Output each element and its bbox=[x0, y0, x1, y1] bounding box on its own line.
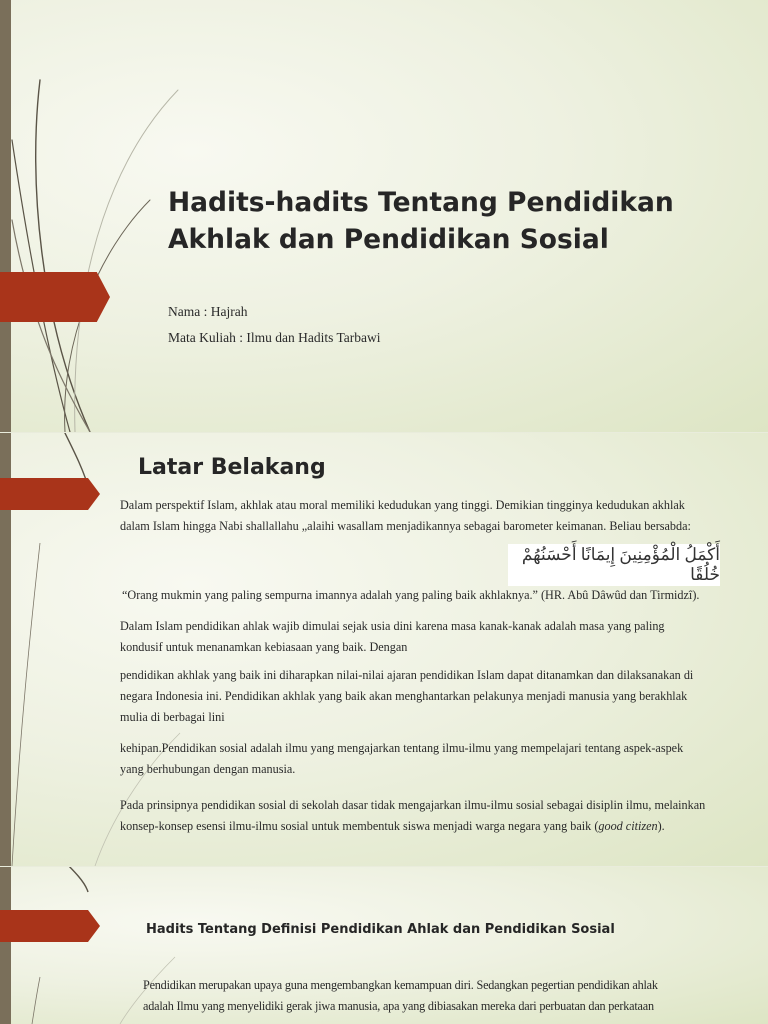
paragraph-akhlak bbox=[120, 665, 730, 728]
text-line: Pendidikan merupakan upaya guna mengembangkan kemampuan diri. Sedangkan pegertian pendidikan ahlak bbox=[143, 978, 658, 992]
text-line: dalam Islam hingga Nabi shallallahu „alaihi wasallam menjadikannya sebagai barometer keimanan. Beliau bersabda: bbox=[120, 519, 691, 533]
text-line: kondusif untuk menanamkan kebiasaan yang baik. Dengan bbox=[120, 640, 408, 654]
text-line: yang berhubungan dengan manusia. bbox=[120, 762, 296, 776]
accent-arrow bbox=[0, 910, 100, 942]
text-segment: konsep-konsep esensi ilmu-ilmu sosial untuk membentuk siswa menjadi warga negara yang baik ( bbox=[120, 819, 599, 833]
text-segment: ). bbox=[657, 819, 665, 833]
slide-latar-belakang bbox=[0, 433, 768, 866]
course-name: Mata Kuliah : Ilmu dan Hadits Tarbawi bbox=[168, 330, 381, 345]
section-title: Hadits Tentang Definisi Pendidikan Ahlak dan Pendidikan Sosial bbox=[146, 922, 615, 937]
emphasis-text: good citizen bbox=[598, 819, 658, 833]
section-title: Latar Belakang bbox=[138, 455, 326, 480]
title-line-2: Akhlak dan Pendidikan Sosial bbox=[168, 224, 609, 255]
text-line: kehipan.Pendidikan sosial adalah ilmu yang mengajarkan tentang ilmu-ilmu yang mempelajari tentang aspek-aspek bbox=[120, 741, 684, 755]
author-name: Nama : Hajrah bbox=[168, 304, 248, 319]
accent-arrow bbox=[0, 272, 110, 322]
slide-title bbox=[0, 0, 768, 432]
text-line: adalah Ilmu yang menyelidiki gerak jiwa manusia, apa yang dibiasakan mereka dari perbuatan dan perkataan bbox=[143, 999, 654, 1013]
slide-definisi bbox=[0, 867, 768, 1024]
paragraph-intro bbox=[120, 495, 730, 537]
presentation-title bbox=[168, 184, 674, 258]
text-line: Dalam perspektif Islam, akhlak atau moral memiliki kedudukan yang tinggi. Demikian tingginya kedudukan akhlak bbox=[120, 498, 685, 512]
paragraph-early-education bbox=[120, 616, 730, 658]
hadith-translation: “Orang mukmin yang paling sempurna imannya adalah yang paling baik akhlaknya.” (HR. Abû Dâwûd dan Tirmidzî). bbox=[122, 588, 700, 602]
text-line: Pada prinsipnya pendidikan sosial di sekolah dasar tidak mengajarkan ilmu-ilmu sosial sebagai disiplin ilmu, melainkan bbox=[120, 798, 706, 812]
accent-arrow bbox=[0, 478, 100, 510]
text-line: mulia di berbagai lini bbox=[120, 710, 225, 724]
paragraph-principle bbox=[120, 795, 740, 837]
text-line bbox=[120, 816, 740, 837]
sidebar-bar bbox=[0, 867, 11, 1024]
text-line: negara Indonesia ini. Pendidikan akhlak yang baik akan menghantarkan pelakunya menjadi manusia yang berakhlak bbox=[120, 689, 688, 703]
title-line-1: Hadits-hadits Tentang Pendidikan bbox=[168, 187, 674, 218]
arabic-hadith-image: أَكْمَلُ الْمُؤْمِنِينَ إِيمَانًا أَحْسَنُهُمْ خُلُقًا bbox=[508, 544, 720, 586]
sidebar-bar bbox=[0, 0, 11, 432]
text-line: pendidikan akhlak yang baik ini diharapkan nilai-nilai ajaran pendidikan Islam dapat ditanamkan dan dilaksanakan di bbox=[120, 668, 694, 682]
paragraph-social-education bbox=[120, 738, 730, 780]
paragraph-definition bbox=[143, 975, 753, 1017]
text-line: Dalam Islam pendidikan ahlak wajib dimulai sejak usia dini karena masa kanak-kanak adalah masa yang paling bbox=[120, 619, 665, 633]
